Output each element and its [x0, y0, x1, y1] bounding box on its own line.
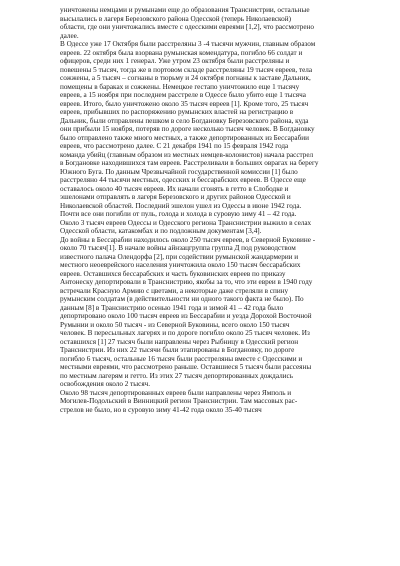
text-line: по местным лагерям и гетто. Из этих 27 тысяч депортированных дождались [60, 371, 293, 380]
text-line: Одесской области, катакомбах и по подложным документам [3,4]. [60, 227, 262, 235]
text-line: известного палача Олендорфа [2], при содействии румынской жандармерии и [60, 252, 299, 261]
text-line: повешены 5 тысяч, тогда же в портовом складе расстреляны 19 тысяч евреев, тела [60, 65, 313, 74]
text-line: Николаевской областей. Последний эшелон ушел из Одессы в июне 1942 года. [60, 201, 302, 210]
text-line: около 70 тысяч[1]. В начале войны айнзацгруппа группа Д под руководством [60, 244, 296, 252]
text-line: человек. В пересыльных лагерях и по дороге погибло около 25 тысяч человек. Из [60, 329, 310, 337]
text-line: румынским солдатам (в действительности ни одного такого факта не было). По [60, 295, 304, 303]
text-line: евреев. Итого, было уничтожено около 35 тысяч евреев [1]. Кроме того, 25 тысяч [60, 99, 309, 108]
text-line: данным [8] в Транснистрию осенью 1941 года и зимой 41 – 42 года было [60, 303, 284, 312]
text-line: помещены в бараках и сожжены. Немецкое гестапо уничтожило еще 1 тысячу [60, 82, 300, 91]
text-line: Могилев-Подольский в Винницкий регион Транснистрии. Там массовых рас- [60, 397, 298, 405]
text-line: в Богдановке находившихся там евреев. Расстреливали в больших оврагах на берегу [60, 159, 319, 167]
text-line: Около 3 тысяч евреев Одессы и Одесского региона Транснистрии выжило в селах [60, 218, 312, 227]
text-line: эшелонами отправлять в лагеря Березовского и других районов Одесской и [60, 193, 291, 201]
text-line: До войны в Бессарабии находилось около 250 тысяч евреев, в Северной Буковине - [60, 235, 316, 244]
text-line: стрелов не было, но в суровую зиму 41-42 года около 35-40 тысяч [60, 405, 262, 414]
text-line: евреев, прибывших по распоряжению румынских властей на регистрацию в [60, 108, 294, 116]
text-line: команда убийц (главным образом из местных немцев-колонистов) начала расстрел [60, 150, 314, 159]
text-line: Антонеску депортировали в Транснистрию, якобы за то, что эти евреи в 1940 году [60, 278, 313, 286]
text-line: Почти все они погибли от пуль, голода и холода в суровую зиму 41 – 42 года. [60, 210, 297, 218]
text-line: Южного Буга. По данным Чрезвычайной государственной комиссии [1] было [60, 167, 298, 176]
text-line: В Одессе уже 17 Октября были расстреляны 3 -4 тысячи мужчин, главным образом [60, 40, 316, 48]
text-line: местного неоеврейского населения уничтожила около 150 тысяч бессарабских [60, 261, 301, 269]
text-line: уничтожены немцами и румынами еще до образования Транснистрии, остальные [60, 6, 310, 14]
text-line: Румынии и около 50 тысяч - из Северной Буковины, всего около 150 тысяч [60, 320, 290, 329]
text-line: евреев. 22 октября была взорвана румынская комендатура, погибло 66 солдат и [60, 48, 303, 57]
text-line: Дальник, были отправлены пешком в село Богдановку Березовского района, куда [60, 116, 309, 125]
text-line: было отправлено также много местных, а также депортированных из Бессарабии [60, 133, 309, 142]
text-line: Около 98 тысяч депортированных евреев были направлены через Ямполь и [60, 388, 292, 397]
text-line: офицеров, среди них 1 генерал. Уже утром 23 октября были расстреляны и [60, 57, 290, 65]
text-line: евреев, а 15 ноября при последнем расстреле в Одессе было убито еще 1 тысяча [60, 91, 306, 99]
document-body-text [60, 6, 350, 414]
text-line: Транснистрии. Из них 22 тысячи были этапированы в Богдановку, по дороге [60, 346, 295, 354]
text-line: депортировано около 100 тысяч евреев из Бессарабии и уезда Дорохой Восточной [60, 312, 312, 320]
text-line: евреев. Оставшихся бессарабских и часть буковинских евреев по приказу [60, 269, 286, 278]
text-line: местными евреями, что рассмотрено раньше. Оставшиеся 5 тысяч были рассеяны [60, 363, 312, 371]
text-line: высылались в лагеря Березовского района Одесской (теперь Николаевской) [60, 14, 291, 23]
text-line: оставалось около 40 тысяч евреев. Их начали сгонять в гетто в Слободке и [60, 184, 289, 193]
text-line: расстреляно 44 тысячи местных, одесских и бессарабских евреев. В Одессе еще [60, 176, 306, 184]
text-line: оставшихся [1] 27 тысяч были направлены через Рыбницу в Одесский регион [60, 337, 299, 346]
text-line: евреев, что рассмотрено далее. С 21 декабря 1941 по 15 февраля 1942 года [60, 142, 289, 150]
text-line: погибло 6 тысяч, остальные 16 тысяч были расстреляны вместе с Одесскими и [60, 354, 303, 363]
text-line: далее. [60, 31, 79, 40]
text-line: сожжены, а 5 тысяч – согнаны в тюрьму и 24 октября погнаны к заставе Дальник, [60, 74, 311, 82]
text-line: области, где они уничтожались вместе с одесскими евреями [1,2], что рассмотрено [60, 23, 314, 31]
text-line: освобождения около 2 тысяч. [60, 380, 151, 388]
text-line: они прибыли 15 ноября, потеряв по дороге несколько тысяч человек. В Богдановку [60, 125, 315, 133]
text-line: встречали Красную Армию с цветами, а некоторые даже стреляли в спину [60, 286, 289, 295]
